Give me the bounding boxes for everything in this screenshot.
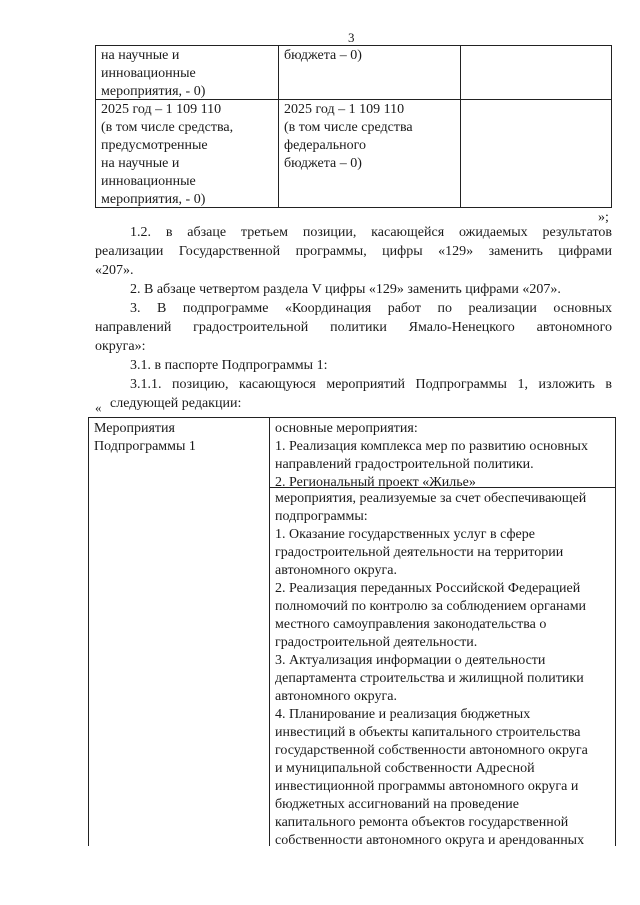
table-border [611, 45, 612, 208]
paragraph: реализации Государственной программы, цифры «129» заменить цифрами [95, 244, 612, 259]
table-border [615, 417, 616, 846]
table-border [278, 45, 279, 208]
paragraph: направлений градостроительной политики Ямало-Ненецкого автономного [95, 320, 612, 335]
support-measures: мероприятия, реализуемые за счет обеспечивающей подпрограммы: 1. Оказание государственных услуг в сфере градостроительной деятельности на территории автономного округа. 2. Реализация переданных Российской Федерацией полномочий по контролю за соблюдением органами местного самоуправления законодательства о градостроительной деятельности. 3. Актуализация информации о деятельности департамента строительства и жилищной политики автономного округа. 4. Планирование и реализация бюджетных инвестиций в объекты капитального строительства государственной собственности автономного округа и муниципальной собственности Адресной инвестиционной программы автономного округа и бюджетных ассигнований на проведение капитального ремонта объектов государственной собственности автономного округа и арендованных [275, 491, 588, 848]
page-number: 3 [348, 30, 355, 45]
table-border [460, 45, 461, 208]
closing-quote: »; [598, 210, 609, 225]
opening-quote: « [95, 400, 102, 415]
paragraph: следующей редакции: [110, 396, 242, 411]
paragraph: 3.1.1. позицию, касающуюся мероприятий Подпрограммы 1, изложить в [130, 377, 612, 392]
table-cell: бюджета – 0) [284, 48, 362, 63]
main-measures: основные мероприятия: 1. Реализация комплекса мер по развитию основных направлений градостроительной политики. 2. Региональный проект «Жилье» [275, 421, 588, 490]
paragraph: округа»: [95, 339, 146, 354]
table-border [88, 417, 89, 846]
table-cell: 2025 год – 1 109 110 (в том числе средства, предусмотренные на научные и инновационные мероприятия, - 0) [101, 102, 234, 207]
table-border [95, 45, 612, 46]
paragraph: 1.2. в абзаце третьем позиции, касающейся ожидаемых результатов [130, 225, 612, 240]
paragraph: «207». [95, 263, 134, 278]
measures-table [88, 417, 618, 846]
table-border [88, 417, 616, 418]
table-cell: на научные и инновационные мероприятия, - 0) [101, 48, 206, 99]
table-border [95, 45, 96, 208]
budget-table [95, 45, 612, 208]
table-cell: 2025 год – 1 109 110 (в том числе средства федерального бюджета – 0) [284, 102, 413, 171]
paragraph: 3. В подпрограмме «Координация работ по реализации основных [130, 301, 612, 316]
table-border [269, 417, 270, 846]
paragraph: 3.1. в паспорте Подпрограммы 1: [130, 358, 328, 373]
paragraph: 2. В абзаце четвертом раздела V цифры «129» заменить цифрами «207». [130, 282, 561, 297]
measures-label: Мероприятия Подпрограммы 1 [94, 421, 196, 454]
